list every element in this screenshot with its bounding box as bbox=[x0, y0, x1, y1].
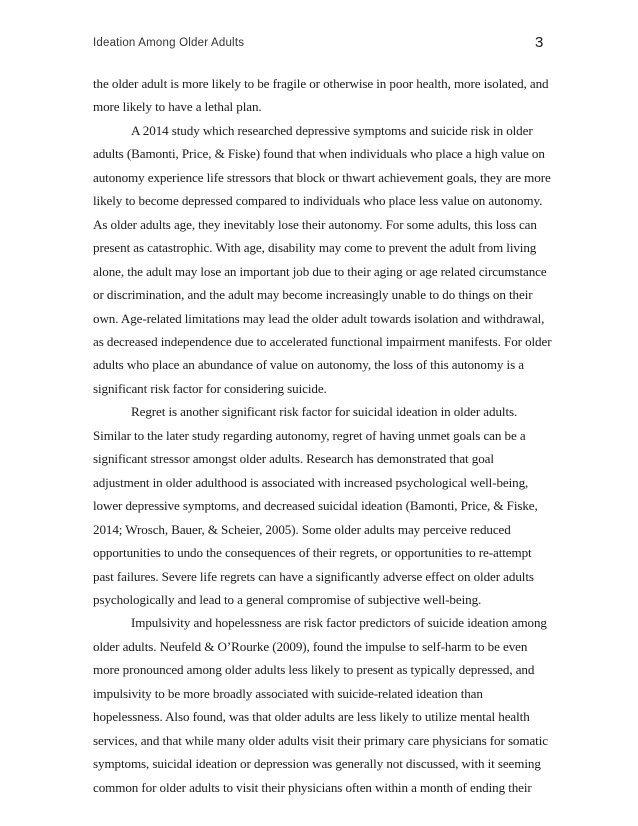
text-line: own. Age-related limitations may lead the older adult towards isolation and withdrawal, bbox=[93, 310, 545, 326]
text-line: likely to become depressed compared to individuals who place less value on autonomy. bbox=[93, 193, 543, 209]
paragraph-start-line: Regret is another significant risk factor for suicidal ideation in older adults. bbox=[131, 404, 518, 420]
text-line: as decreased independence due to accelerated functional impairment manifests. For older bbox=[93, 333, 552, 349]
text-line: more likely to have a lethal plan. bbox=[93, 99, 262, 115]
text-line: hopelessness. Also found, was that older adults are less likely to utilize mental health bbox=[93, 709, 530, 725]
text-line: the older adult is more likely to be fragile or otherwise in poor health, more isolated, and bbox=[93, 76, 549, 91]
text-line: significant stressor amongst older adults. Research has demonstrated that goal bbox=[93, 451, 494, 467]
text-line: autonomy experience life stressors that block or thwart achievement goals, they are more bbox=[93, 169, 551, 185]
text-line: past failures. Severe life regrets can have a significantly adverse effect on older adults bbox=[93, 568, 534, 584]
page-number: 3 bbox=[535, 34, 544, 51]
text-line: As older adults age, they inevitably lose their autonomy. For some adults, this loss can bbox=[93, 216, 537, 232]
paragraph-start-line: Impulsivity and hopelessness are risk factor predictors of suicide ideation among bbox=[131, 615, 547, 631]
text-line: lower depressive symptoms, and decreased suicidal ideation (Bamonti, Price, & Fiske, bbox=[93, 498, 538, 514]
text-line: present as catastrophic. With age, disability may come to prevent the adult from living bbox=[93, 240, 537, 256]
text-line: impulsivity to be more broadly associated with suicide-related ideation than bbox=[93, 685, 483, 701]
text-line: services, and that while many older adults visit their primary care physicians for somatic bbox=[93, 732, 548, 748]
running-head: Ideation Among Older Adults bbox=[93, 37, 245, 49]
text-line: significant risk factor for considering suicide. bbox=[93, 380, 327, 396]
text-line: adjustment in older adulthood is associated with increased psychological well-being, bbox=[93, 474, 529, 490]
text-line: alone, the adult may lose an important job due to their aging or age related circumstance bbox=[93, 263, 547, 279]
text-line: opportunities to undo the consequences of their regrets, or opportunities to re-attempt bbox=[93, 545, 532, 561]
text-line: symptoms, suicidal ideation or depression was generally not discussed, with it seeming bbox=[93, 756, 541, 772]
text-line: adults (Bamonti, Price, & Fiske) found that when individuals who place a high value on bbox=[93, 146, 545, 162]
paragraph-start-line: A 2014 study which researched depressive symptoms and suicide risk in older bbox=[131, 122, 533, 138]
body-text bbox=[93, 72, 553, 799]
text-line: 2014; Wrosch, Bauer, & Scheier, 2005). Some older adults may perceive reduced bbox=[93, 521, 511, 537]
text-line: adults who place an abundance of value on autonomy, the loss of this autonomy is a bbox=[93, 357, 524, 373]
text-line: more pronounced among older adults less likely to present as typically depressed, and bbox=[93, 662, 535, 678]
text-line: older adults. Neufeld & O’Rourke (2009), found the impulse to self-harm to be even bbox=[93, 638, 528, 654]
text-line: common for older adults to visit their physicians often within a month of ending their bbox=[93, 779, 532, 795]
text-line: psychologically and lead to a general compromise of subjective well-being. bbox=[93, 591, 482, 607]
text-line: Similar to the later study regarding autonomy, regret of having unmet goals can be a bbox=[93, 427, 526, 443]
text-line: or discrimination, and the adult may become increasingly unable to do things on their bbox=[93, 287, 533, 303]
